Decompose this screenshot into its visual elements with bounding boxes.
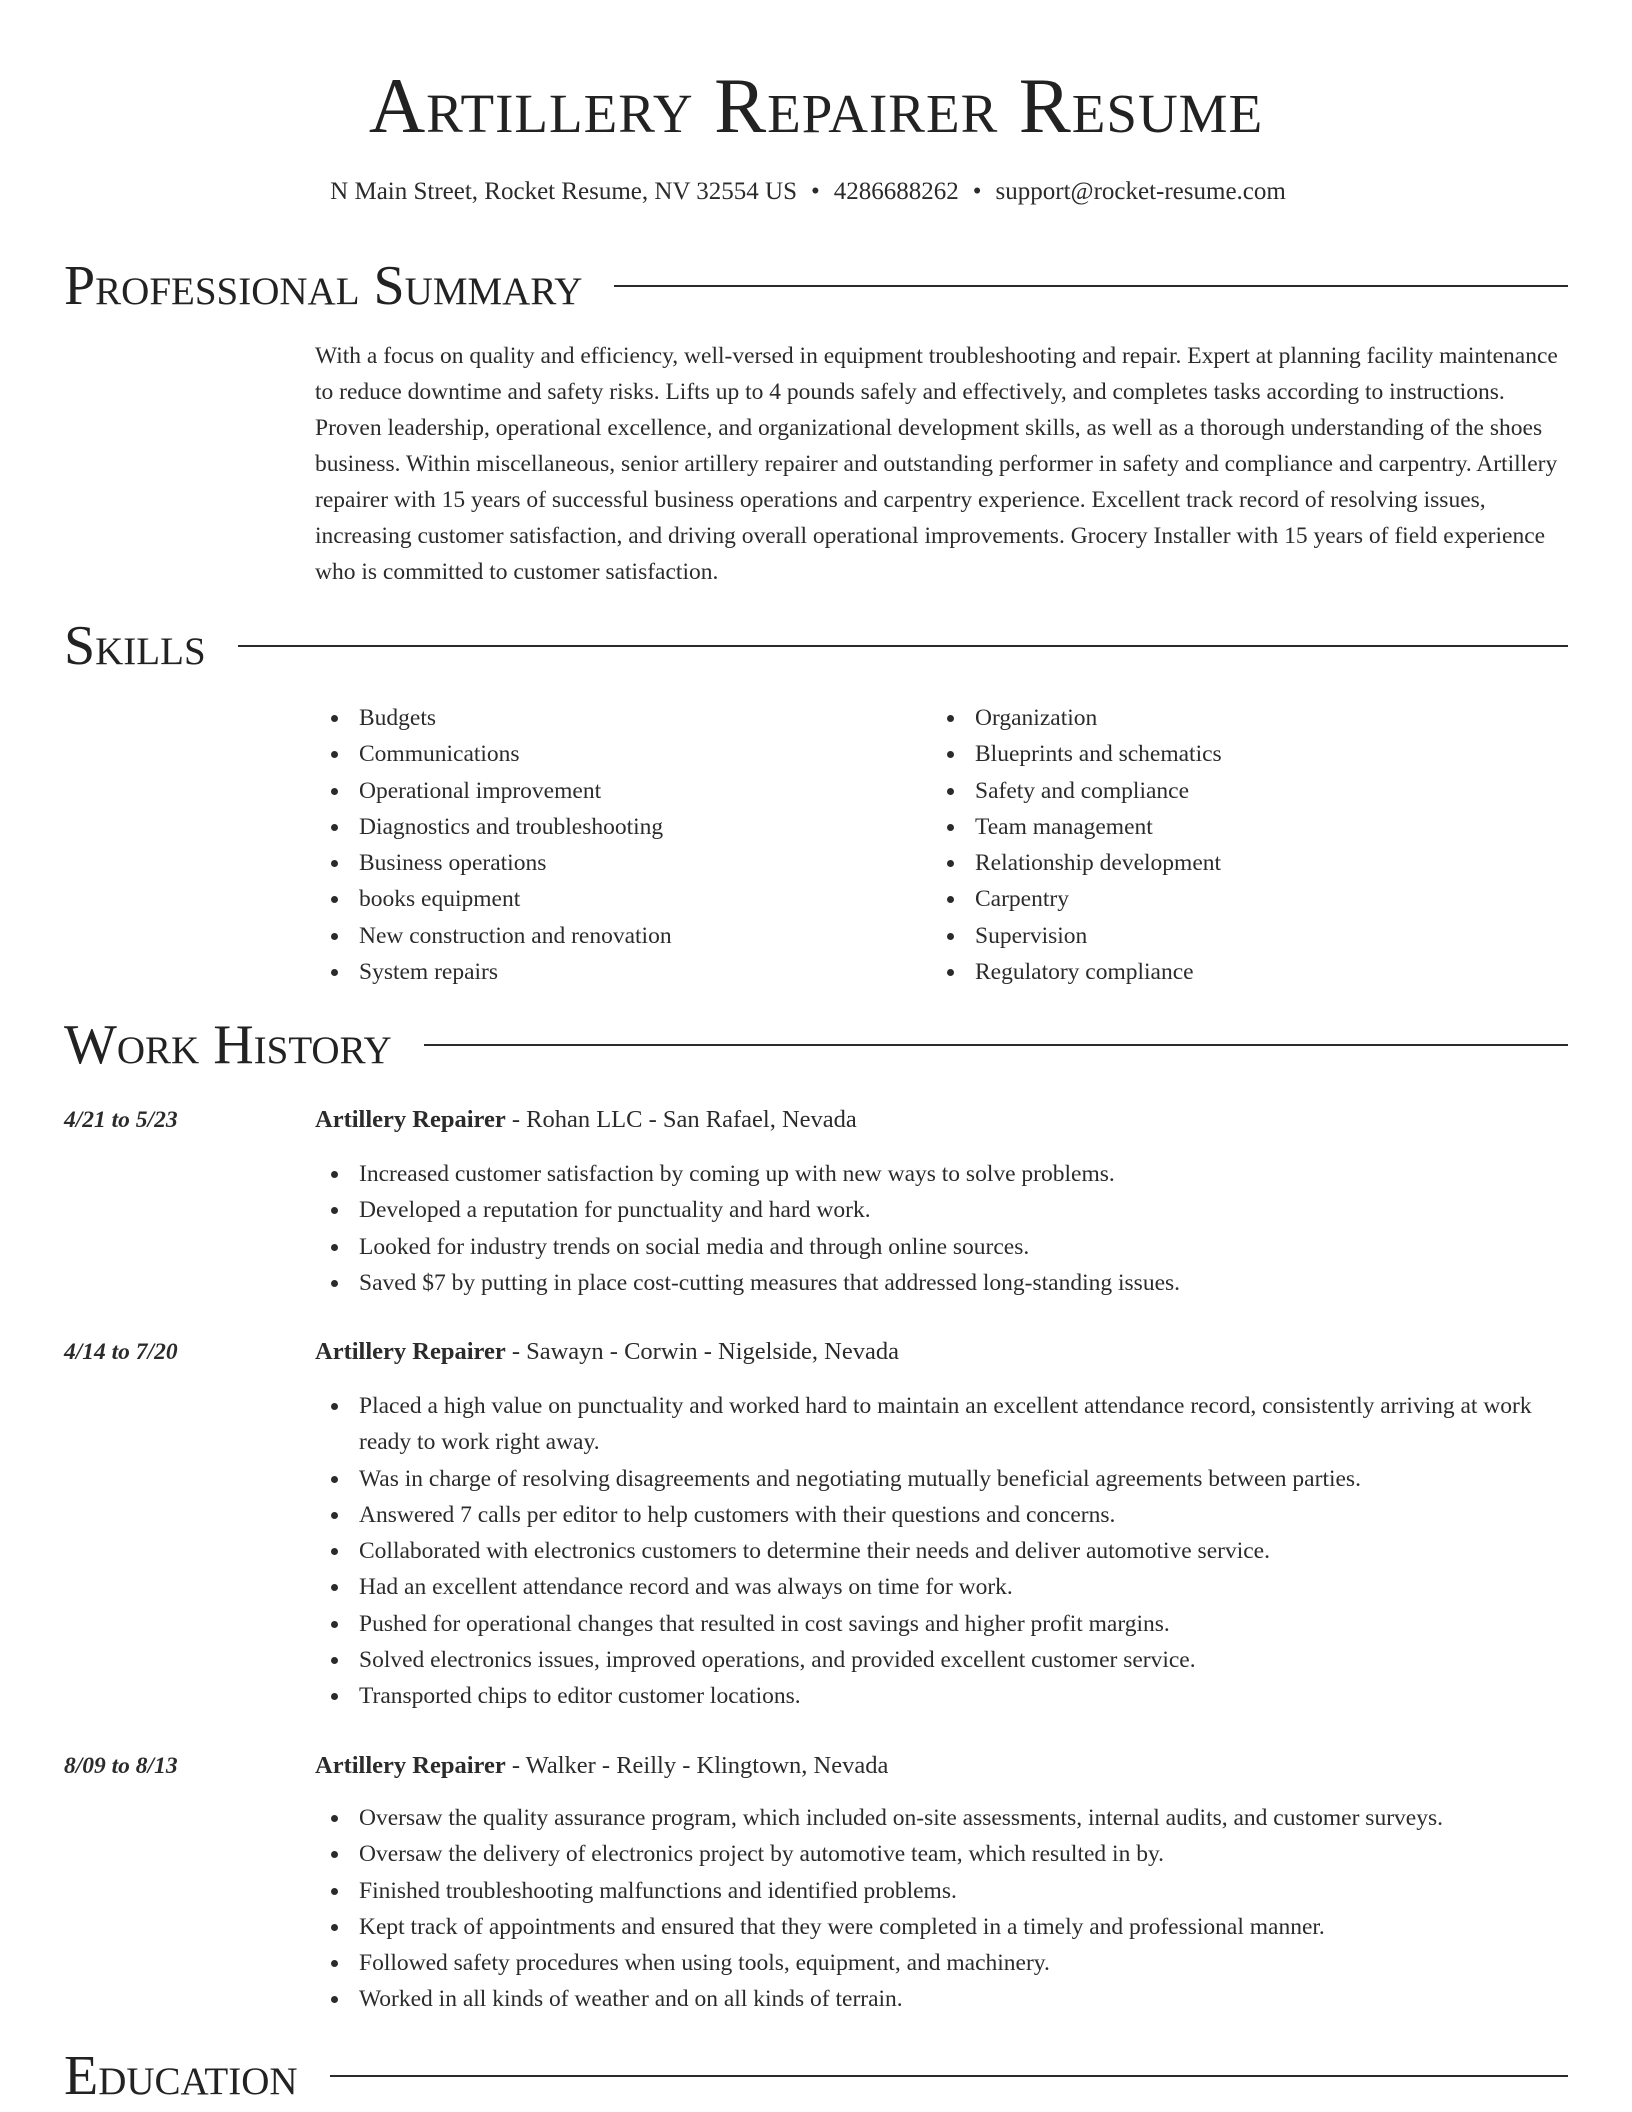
section-header-work-history (64, 1013, 1568, 1077)
skill-item: Relationship development (931, 845, 1551, 881)
skill-item: Communications (315, 736, 915, 772)
job-title-line (315, 1748, 888, 1784)
job-employer: - Rohan LLC - San Rafael, Nevada (505, 1106, 857, 1133)
contact-phone: 4286688262 (833, 178, 959, 205)
job-bullet: Followed safety procedures when using tools, equipment, and machinery. (315, 1945, 1570, 1981)
job-bullet: Kept track of appointments and ensured that they were completed in a timely and professional manner. (315, 1909, 1570, 1945)
skill-item: System repairs (315, 954, 915, 990)
job-bullet: Placed a high value on punctuality and worked hard to maintain an excellent attendance record, consistently arriving at work ready to work right away. (315, 1388, 1570, 1461)
job-dates: 4/14 to 7/20 (64, 1339, 178, 1365)
job-bullets (315, 1388, 1570, 1715)
section-title-summary: Professional Summary (64, 255, 583, 317)
skill-item: Diagnostics and troubleshooting (315, 809, 915, 845)
section-header-skills (64, 614, 1568, 678)
skills-list-right (931, 700, 1551, 990)
skill-item: Business operations (315, 845, 915, 881)
contact-separator: • (811, 178, 820, 205)
contact-line (0, 174, 1616, 210)
job-title: Artillery Repairer (315, 1752, 506, 1779)
skill-item: Safety and compliance (931, 773, 1551, 809)
job-bullet: Solved electronics issues, improved operations, and provided excellent customer service. (315, 1642, 1570, 1678)
job-bullet: Transported chips to editor customer locations. (315, 1678, 1570, 1714)
job-bullet: Oversaw the delivery of electronics project by automotive team, which resulted in by. (315, 1836, 1570, 1872)
job-bullet: Worked in all kinds of weather and on all kinds of terrain. (315, 1981, 1570, 2017)
job-bullet: Developed a reputation for punctuality and hard work. (315, 1192, 1570, 1228)
job-bullet: Pushed for operational changes that resulted in cost savings and higher profit margins. (315, 1606, 1570, 1642)
job-bullet: Finished troubleshooting malfunctions and identified problems. (315, 1873, 1570, 1909)
section-header-education (64, 2044, 1568, 2108)
job-bullet: Looked for industry trends on social media and through online sources. (315, 1229, 1570, 1265)
skill-item: New construction and renovation (315, 918, 915, 954)
job-bullet: Saved $7 by putting in place cost-cutting measures that addressed long-standing issues. (315, 1265, 1570, 1301)
section-title-skills: Skills (64, 615, 206, 677)
skill-item: Team management (931, 809, 1551, 845)
job-title: Artillery Repairer (315, 1338, 506, 1365)
contact-address: N Main Street, Rocket Resume, NV 32554 US (330, 178, 798, 205)
job-bullet: Was in charge of resolving disagreements and negotiating mutually beneficial agreements between parties. (315, 1461, 1570, 1497)
section-title-work-history: Work History (64, 1014, 392, 1076)
job-title-line (315, 1102, 857, 1138)
skill-item: Organization (931, 700, 1551, 736)
job-bullet: Answered 7 calls per editor to help customers with their questions and concerns. (315, 1497, 1570, 1533)
skill-item: Blueprints and schematics (931, 736, 1551, 772)
skill-item: Regulatory compliance (931, 954, 1551, 990)
section-header-summary (64, 254, 1568, 318)
job-bullet: Increased customer satisfaction by coming up with new ways to solve problems. (315, 1156, 1570, 1192)
job-employer: - Sawayn - Corwin - Nigelside, Nevada (505, 1338, 899, 1365)
job-dates: 4/21 to 5/23 (64, 1107, 178, 1133)
job-bullets (315, 1156, 1570, 1301)
summary-text: With a focus on quality and efficiency, well-versed in equipment troubleshooting and repair. Expert at planning facility maintenance to reduce downtime and safety risks. Lifts up to 4 pounds safely and effectively, and completes tasks according to instructions. Proven leadership, operational excellence, and organizational development skills, as well as a thorough understanding of the shoes business. Within miscellaneous, senior artillery repairer and outstanding performer in safety and compliance and carpentry. Artillery repairer with 15 years of successful business operations and carpentry experience. Excellent track record of resolving issues, increasing customer satisfaction, and driving overall operational improvements. Grocery Installer with 15 years of field experience who is committed to customer satisfaction. (315, 343, 1558, 585)
section-divider (614, 285, 1568, 287)
section-divider (238, 645, 1568, 647)
job-title: Artillery Repairer (315, 1106, 506, 1133)
skill-item: Budgets (315, 700, 915, 736)
resume-title: Artillery Repairer Resume (368, 62, 1264, 149)
skills-list-left (315, 700, 915, 990)
job-employer: - Walker - Reilly - Klingtown, Nevada (505, 1752, 889, 1779)
section-divider (424, 1044, 1568, 1046)
skill-item: books equipment (315, 881, 915, 917)
skill-item: Carpentry (931, 881, 1551, 917)
job-bullet: Collaborated with electronics customers to determine their needs and deliver automotive service. (315, 1533, 1570, 1569)
job-bullets (315, 1800, 1570, 2018)
skill-item: Supervision (931, 918, 1551, 954)
job-bullet: Oversaw the quality assurance program, which included on-site assessments, internal audits, and customer surveys. (315, 1800, 1570, 1836)
job-title-line (315, 1334, 899, 1370)
job-dates: 8/09 to 8/13 (64, 1753, 178, 1779)
section-title-education: Education (64, 2045, 298, 2107)
skill-item: Operational improvement (315, 773, 915, 809)
section-divider (330, 2075, 1568, 2077)
contact-separator: • (972, 178, 982, 205)
job-bullet: Had an excellent attendance record and was always on time for work. (315, 1569, 1570, 1605)
contact-email: support@rocket-resume.com (995, 178, 1286, 205)
